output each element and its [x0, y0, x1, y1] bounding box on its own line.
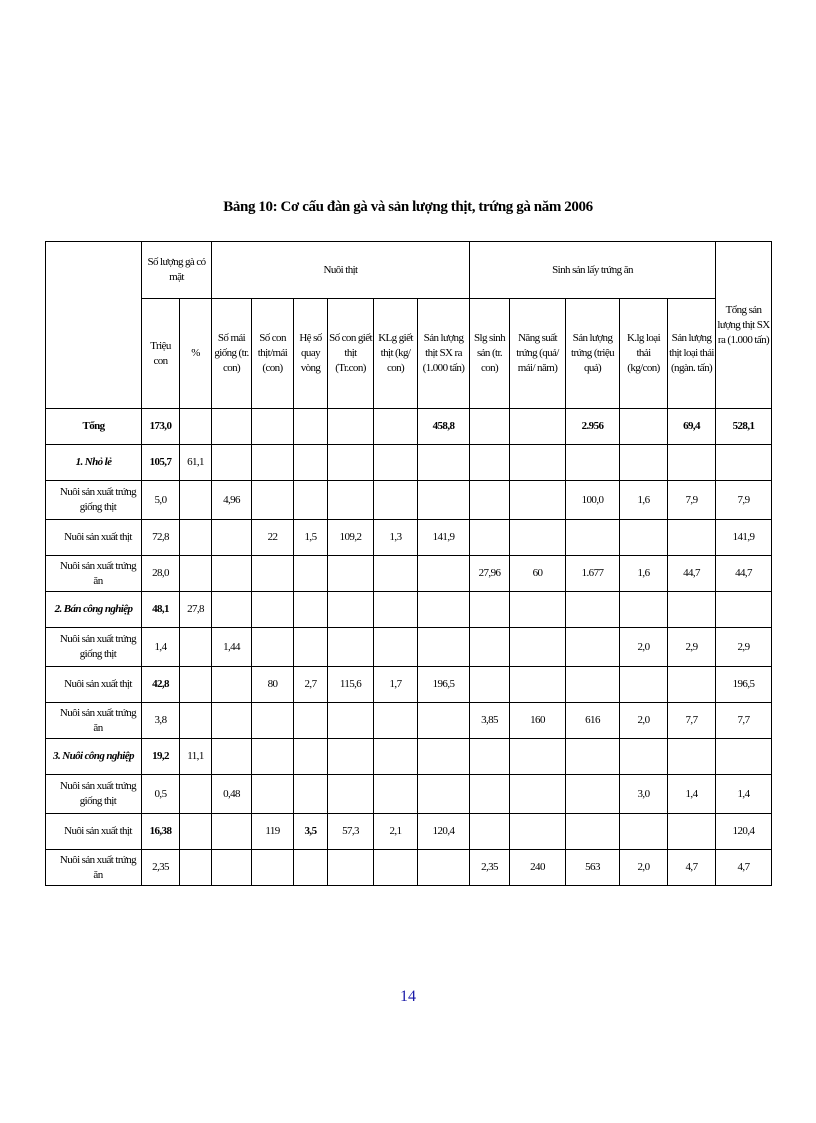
- table-cell: [252, 628, 294, 667]
- header-col: Sản lượng trứng (triệu quả): [566, 299, 620, 409]
- table-cell: [566, 592, 620, 628]
- table-row: [46, 556, 772, 592]
- table-row: [46, 814, 772, 850]
- table-cell: 2,9: [668, 628, 716, 667]
- table-cell: [294, 445, 328, 481]
- row-label: 3. Nuôi công nghiệp: [46, 739, 142, 775]
- table-cell: [252, 481, 294, 520]
- table-cell: [566, 445, 620, 481]
- table-cell: 61,1: [180, 445, 212, 481]
- table-cell: 3,85: [470, 703, 510, 739]
- table-cell: [620, 739, 668, 775]
- header-col: Sản lượng thịt loại thải (ngàn. tấn): [668, 299, 716, 409]
- header-col: Số mái giống (tr. con): [212, 299, 252, 409]
- header-col: Triệu con: [142, 299, 180, 409]
- table-cell: [510, 667, 566, 703]
- row-label: 1. Nhỏ lẻ: [46, 445, 142, 481]
- table-cell: [668, 592, 716, 628]
- table-cell: [716, 592, 772, 628]
- header-col: K.lg loại thải (kg/con): [620, 299, 668, 409]
- table-cell: [294, 775, 328, 814]
- table-cell: 3,0: [620, 775, 668, 814]
- table-cell: 141,9: [716, 520, 772, 556]
- table-cell: 616: [566, 703, 620, 739]
- table-cell: 1.677: [566, 556, 620, 592]
- header-group-nuoithit: Nuôi thịt: [212, 242, 470, 299]
- table-cell: 5,0: [142, 481, 180, 520]
- table-cell: [212, 667, 252, 703]
- table-cell: 1,7: [374, 667, 418, 703]
- table-cell: 7,7: [716, 703, 772, 739]
- table-cell: [374, 850, 418, 886]
- table-cell: 57,3: [328, 814, 374, 850]
- table-cell: [470, 445, 510, 481]
- header-row-columns: [46, 299, 772, 409]
- header-col: Số con thịt/mái (con): [252, 299, 294, 409]
- table-cell: 2,7: [294, 667, 328, 703]
- table-cell: [180, 409, 212, 445]
- table-row: [46, 850, 772, 886]
- table-cell: [212, 703, 252, 739]
- table-cell: [252, 850, 294, 886]
- table-cell: [212, 592, 252, 628]
- table-cell: [328, 409, 374, 445]
- table-cell: 119: [252, 814, 294, 850]
- table-cell: 11,1: [180, 739, 212, 775]
- table-cell: 27,8: [180, 592, 212, 628]
- table-cell: 27,96: [470, 556, 510, 592]
- table-cell: 1,6: [620, 481, 668, 520]
- table-row: [46, 445, 772, 481]
- table-cell: 1,4: [142, 628, 180, 667]
- table-cell: 528,1: [716, 409, 772, 445]
- table-cell: [620, 667, 668, 703]
- table-cell: [328, 481, 374, 520]
- table-cell: [470, 775, 510, 814]
- header-col: %: [180, 299, 212, 409]
- table-cell: 2,0: [620, 628, 668, 667]
- table-cell: [510, 445, 566, 481]
- table-cell: [252, 775, 294, 814]
- table-cell: 105,7: [142, 445, 180, 481]
- table-cell: [374, 739, 418, 775]
- header-corner: [46, 242, 142, 409]
- table-cell: [212, 445, 252, 481]
- table-title: Bảng 10: Cơ cấu đàn gà và sản lượng thịt, trứng gà năm 2006: [223, 199, 593, 215]
- table-cell: 0,48: [212, 775, 252, 814]
- table-cell: 2,0: [620, 703, 668, 739]
- row-label: Tổng: [46, 409, 142, 445]
- header-col: Hệ số quay vòng: [294, 299, 328, 409]
- table-row: [46, 481, 772, 520]
- table-cell: 7,7: [668, 703, 716, 739]
- table-cell: 115,6: [328, 667, 374, 703]
- table-cell: 60: [510, 556, 566, 592]
- table-cell: 4,96: [212, 481, 252, 520]
- table-cell: [374, 703, 418, 739]
- table-cell: [180, 814, 212, 850]
- table-cell: 3,8: [142, 703, 180, 739]
- table-cell: [294, 628, 328, 667]
- poultry-table: [45, 241, 772, 886]
- table-cell: [620, 409, 668, 445]
- table-cell: [668, 739, 716, 775]
- table-cell: [418, 739, 470, 775]
- table-cell: [510, 592, 566, 628]
- table-cell: [328, 850, 374, 886]
- table-cell: 1,4: [716, 775, 772, 814]
- table-cell: [374, 628, 418, 667]
- table-cell: [668, 445, 716, 481]
- table-cell: [180, 703, 212, 739]
- table-cell: [180, 520, 212, 556]
- row-label: Nuôi sản xuất trứng giống thịt: [46, 775, 142, 814]
- table-cell: 72,8: [142, 520, 180, 556]
- table-cell: [470, 667, 510, 703]
- table-cell: 1,5: [294, 520, 328, 556]
- table-cell: [252, 556, 294, 592]
- table-cell: [328, 628, 374, 667]
- table-cell: 4,7: [668, 850, 716, 886]
- table-row: [46, 775, 772, 814]
- table-cell: [510, 520, 566, 556]
- table-cell: [328, 739, 374, 775]
- header-tong-san-luong: Tổng sản lượng thịt SX ra (1.000 tấn): [716, 242, 772, 409]
- header-col: Số con giết thịt (Tr.con): [328, 299, 374, 409]
- header-row-groups: [46, 242, 772, 299]
- table-cell: [180, 850, 212, 886]
- table-row: [46, 703, 772, 739]
- table-cell: [620, 445, 668, 481]
- table-cell: [566, 628, 620, 667]
- table-cell: [212, 814, 252, 850]
- table-cell: [510, 628, 566, 667]
- table-cell: [620, 814, 668, 850]
- table-cell: [470, 739, 510, 775]
- table-cell: 7,9: [668, 481, 716, 520]
- table-cell: [252, 409, 294, 445]
- table-cell: [566, 667, 620, 703]
- row-label: Nuôi sản xuất trứng ăn: [46, 703, 142, 739]
- table-cell: [252, 703, 294, 739]
- table-cell: 42,8: [142, 667, 180, 703]
- table-row: [46, 409, 772, 445]
- table-cell: [716, 739, 772, 775]
- table-cell: [212, 520, 252, 556]
- row-label: Nuôi sản xuất thịt: [46, 814, 142, 850]
- table-row: [46, 628, 772, 667]
- table-cell: [180, 667, 212, 703]
- table-cell: 563: [566, 850, 620, 886]
- table-row: [46, 520, 772, 556]
- table-cell: [566, 814, 620, 850]
- table-cell: 100,0: [566, 481, 620, 520]
- row-label: Nuôi sản xuất trứng ăn: [46, 850, 142, 886]
- table-cell: [510, 481, 566, 520]
- table-cell: [620, 520, 668, 556]
- table-cell: [374, 445, 418, 481]
- table-cell: [212, 409, 252, 445]
- table-cell: 69,4: [668, 409, 716, 445]
- table-cell: [470, 592, 510, 628]
- table-cell: 80: [252, 667, 294, 703]
- table-cell: 109,2: [328, 520, 374, 556]
- table-cell: [328, 703, 374, 739]
- table-cell: 2,35: [142, 850, 180, 886]
- table-cell: [252, 592, 294, 628]
- table-cell: [294, 850, 328, 886]
- table-cell: [374, 592, 418, 628]
- table-cell: [510, 775, 566, 814]
- table-cell: 16,38: [142, 814, 180, 850]
- table-cell: [418, 703, 470, 739]
- table-cell: [418, 445, 470, 481]
- table-cell: [374, 481, 418, 520]
- table-cell: [328, 592, 374, 628]
- table-cell: [418, 481, 470, 520]
- header-col: Năng suất trứng (quả/ mái/ năm): [510, 299, 566, 409]
- table-row: [46, 667, 772, 703]
- table-cell: 4,7: [716, 850, 772, 886]
- table-cell: [418, 628, 470, 667]
- row-label: Nuôi sản xuất trứng ăn: [46, 556, 142, 592]
- row-label: Nuôi sản xuất trứng giống thịt: [46, 481, 142, 520]
- table-cell: [510, 739, 566, 775]
- table-cell: 3,5: [294, 814, 328, 850]
- table-cell: 1,6: [620, 556, 668, 592]
- table-cell: 141,9: [418, 520, 470, 556]
- table-cell: [668, 814, 716, 850]
- table-cell: [374, 775, 418, 814]
- table-cell: 1,3: [374, 520, 418, 556]
- table-cell: 240: [510, 850, 566, 886]
- table-cell: [418, 850, 470, 886]
- table-cell: [180, 481, 212, 520]
- table-cell: [716, 445, 772, 481]
- table-cell: [328, 556, 374, 592]
- table-cell: [252, 445, 294, 481]
- table-cell: [470, 520, 510, 556]
- table-cell: 2,35: [470, 850, 510, 886]
- header-col: Slg sinh sản (tr. con): [470, 299, 510, 409]
- table-cell: [212, 556, 252, 592]
- table-row: [46, 739, 772, 775]
- table-cell: 44,7: [668, 556, 716, 592]
- table-cell: [294, 556, 328, 592]
- row-label: Nuôi sản xuất thịt: [46, 520, 142, 556]
- header-group-sinhsan: Sinh sản lấy trứng ăn: [470, 242, 716, 299]
- table-cell: [180, 628, 212, 667]
- table-cell: [418, 775, 470, 814]
- row-label: 2. Bán công nghiệp: [46, 592, 142, 628]
- table-cell: [180, 775, 212, 814]
- table-cell: [294, 409, 328, 445]
- table-cell: [470, 628, 510, 667]
- table-cell: 7,9: [716, 481, 772, 520]
- table-cell: 19,2: [142, 739, 180, 775]
- table-cell: 2.956: [566, 409, 620, 445]
- table-cell: 458,8: [418, 409, 470, 445]
- table-cell: [418, 556, 470, 592]
- table-cell: [566, 520, 620, 556]
- table-cell: 120,4: [418, 814, 470, 850]
- page-number: 14: [400, 988, 416, 1005]
- table-cell: 48,1: [142, 592, 180, 628]
- table-cell: [328, 775, 374, 814]
- row-label: Nuôi sản xuất trứng giống thịt: [46, 628, 142, 667]
- table-cell: [294, 739, 328, 775]
- table-cell: [212, 739, 252, 775]
- table-cell: [668, 667, 716, 703]
- table-cell: 22: [252, 520, 294, 556]
- table-cell: [294, 592, 328, 628]
- table-cell: 196,5: [418, 667, 470, 703]
- table-cell: 1,4: [668, 775, 716, 814]
- table-cell: [470, 481, 510, 520]
- table-cell: [294, 703, 328, 739]
- table-cell: 44,7: [716, 556, 772, 592]
- table-cell: 0,5: [142, 775, 180, 814]
- table-cell: [470, 409, 510, 445]
- table-cell: [252, 739, 294, 775]
- header-col: Sản lượng thịt SX ra (1.000 tấn): [418, 299, 470, 409]
- header-group-soluong: Số lượng gà có mặt: [142, 242, 212, 299]
- table-cell: [374, 409, 418, 445]
- table-cell: 2,0: [620, 850, 668, 886]
- table-cell: [668, 520, 716, 556]
- table-cell: [510, 409, 566, 445]
- table-cell: [510, 814, 566, 850]
- table-cell: [470, 814, 510, 850]
- table-cell: 120,4: [716, 814, 772, 850]
- table-cell: 28,0: [142, 556, 180, 592]
- table-row: [46, 592, 772, 628]
- table-cell: [620, 592, 668, 628]
- table-cell: [328, 445, 374, 481]
- table-cell: 196,5: [716, 667, 772, 703]
- table-cell: [566, 775, 620, 814]
- table-cell: [566, 739, 620, 775]
- table-cell: 160: [510, 703, 566, 739]
- table-cell: 2,1: [374, 814, 418, 850]
- header-col: KLg giết thịt (kg/ con): [374, 299, 418, 409]
- table-cell: [374, 556, 418, 592]
- table-cell: [294, 481, 328, 520]
- table-cell: [418, 592, 470, 628]
- table-cell: [180, 556, 212, 592]
- row-label: Nuôi sản xuất thịt: [46, 667, 142, 703]
- table-cell: [212, 850, 252, 886]
- table-cell: 1,44: [212, 628, 252, 667]
- table-cell: 2,9: [716, 628, 772, 667]
- table-cell: 173,0: [142, 409, 180, 445]
